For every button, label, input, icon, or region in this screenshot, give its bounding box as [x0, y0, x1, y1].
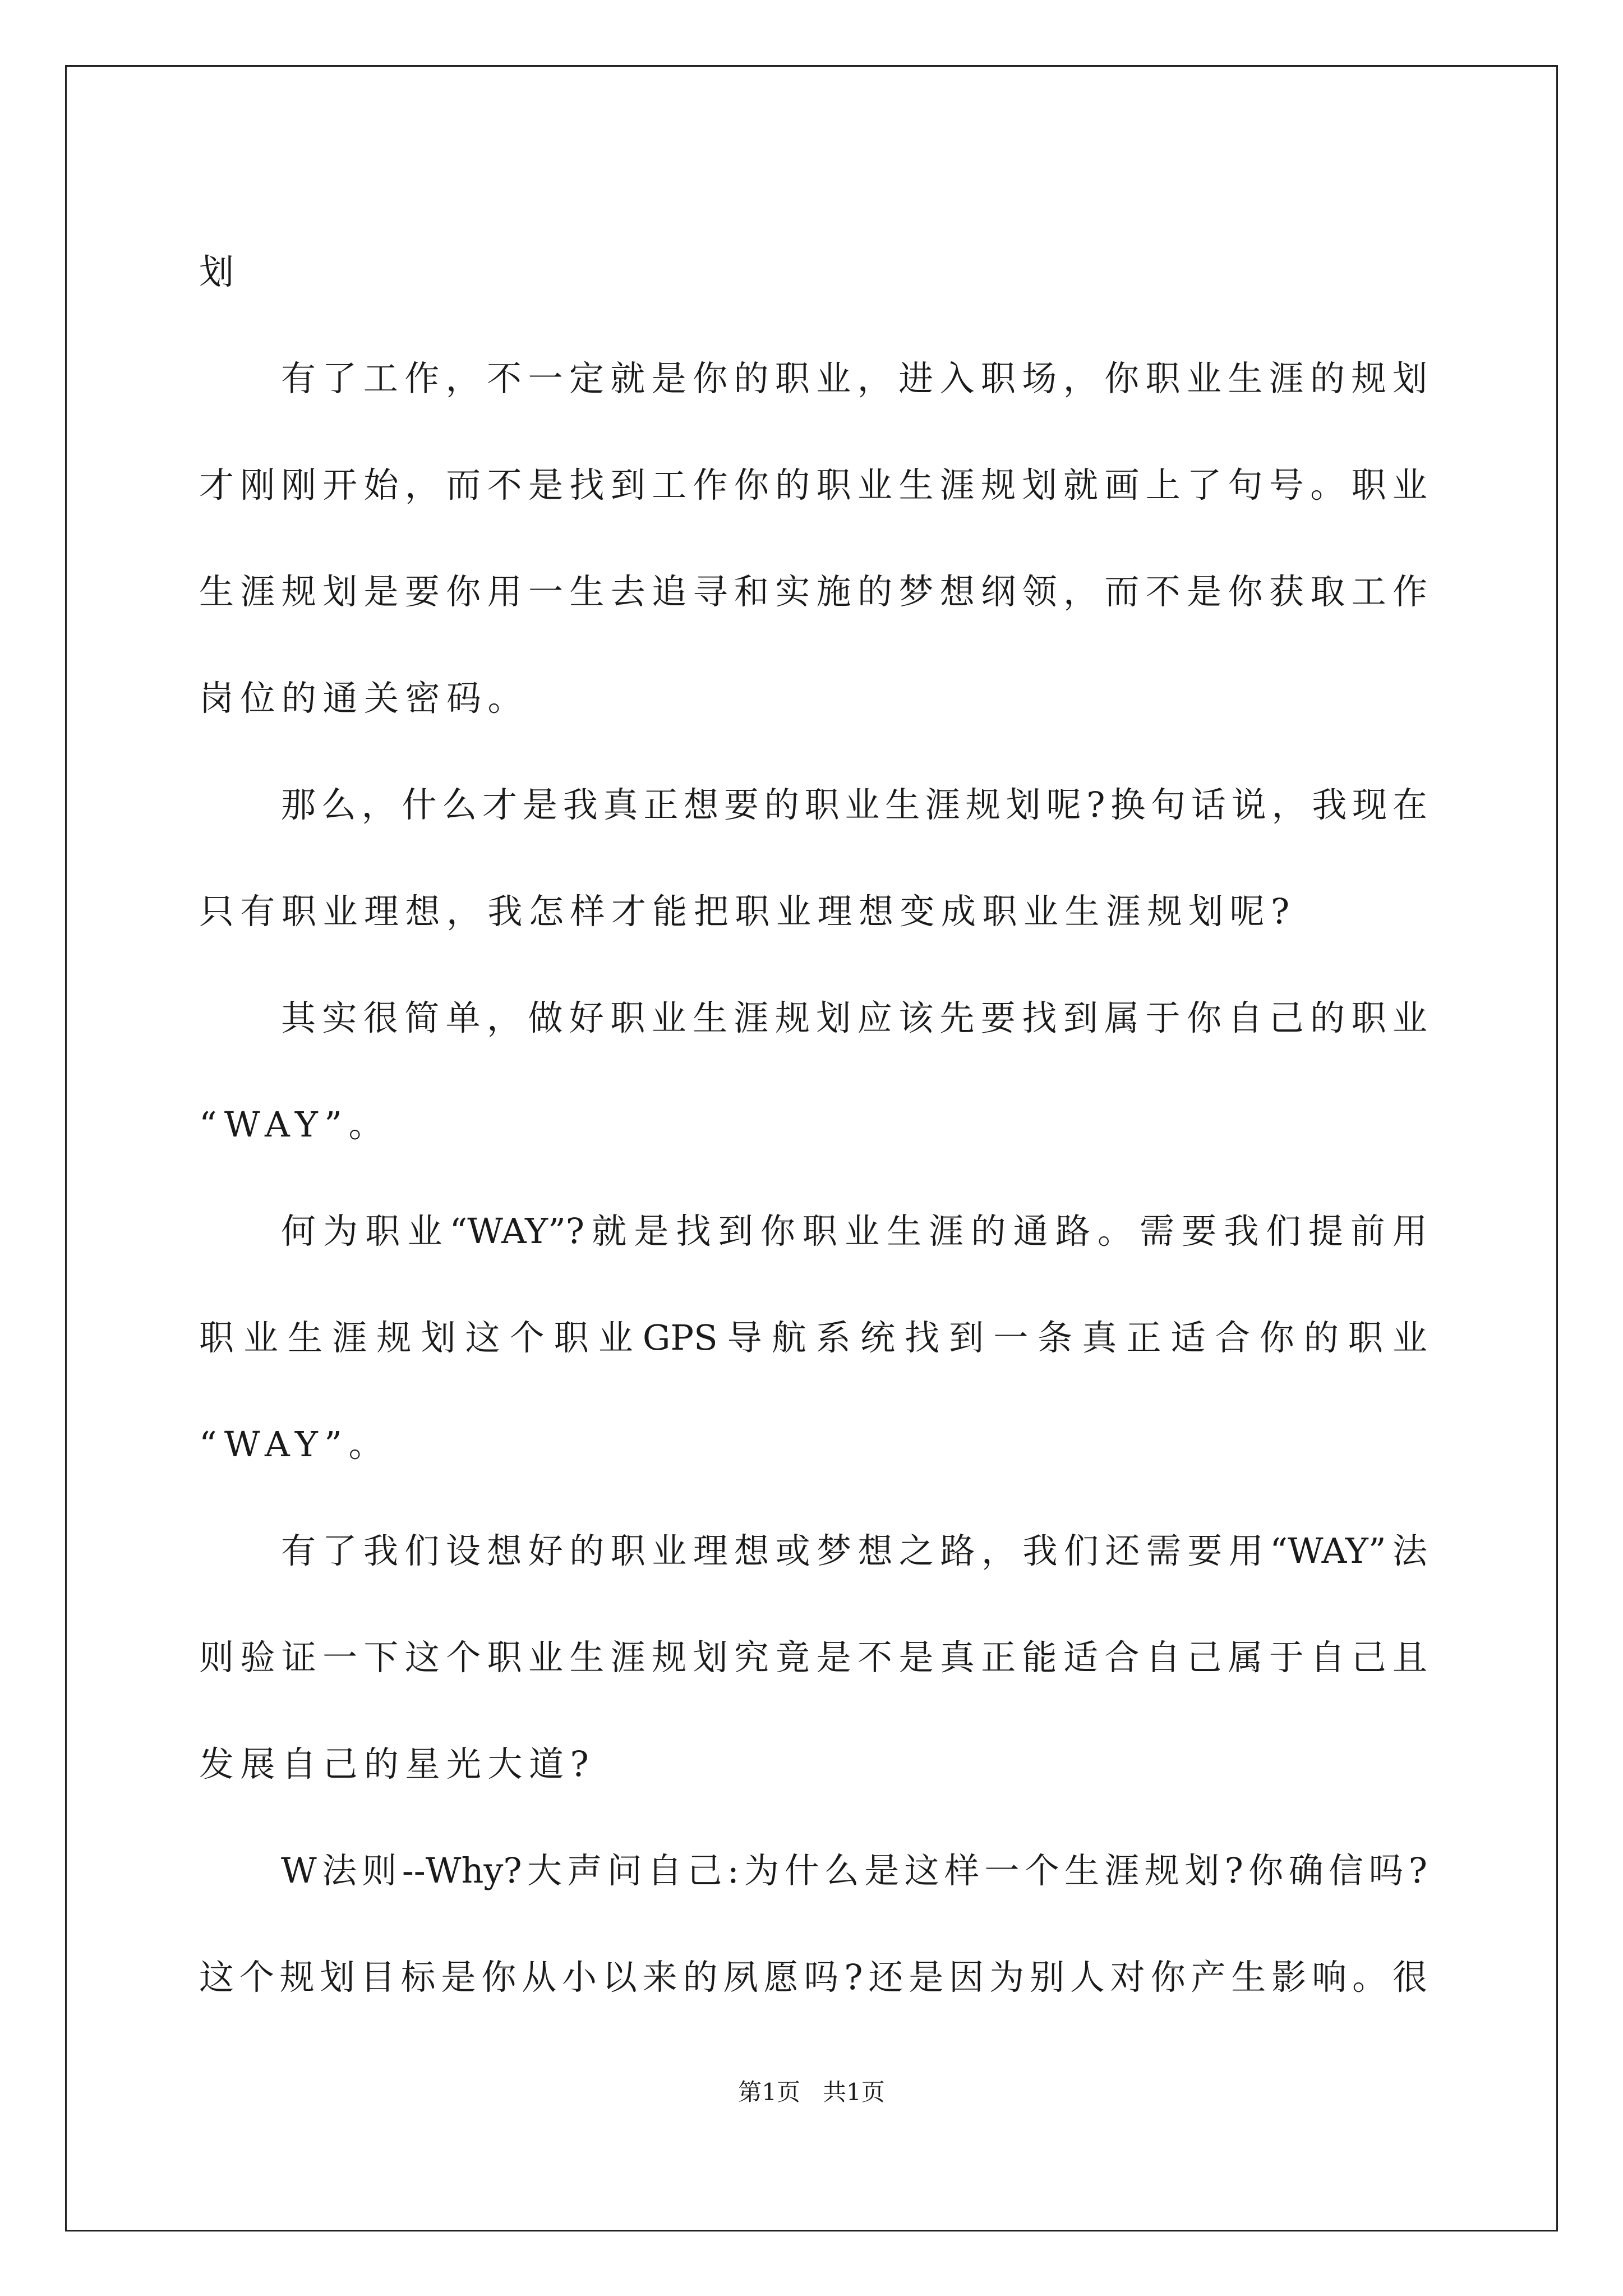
text-line-2: 有了工作，不一定就是你的职业，进入职场，你职业生涯的规划 — [281, 358, 1427, 399]
text-line-11: 职业生涯规划这个职业GPS导航系统找到一条真正适合你的职业 — [199, 1317, 1427, 1358]
text-line-9: “WAY”。 — [199, 1104, 390, 1145]
text-line-1: 划 — [199, 251, 241, 292]
text-line-17: 这个规划目标是你从小以来的夙愿吗?还是因为别人对你产生影响。很 — [199, 1957, 1427, 1998]
text-line-5: 岗位的通关密码。 — [199, 678, 529, 719]
text-line-3: 才刚刚开始，而不是找到工作你的职业生涯规划就画上了句号。职业 — [199, 464, 1427, 505]
text-line-16: W法则--Why?大声问自己:为什么是这样一个生涯规划?你确信吗? — [281, 1850, 1427, 1891]
text-line-14: 则验证一下这个职业生涯规划究竟是不是真正能适合自己属于自己且 — [199, 1637, 1427, 1678]
text-line-7: 只有职业理想，我怎样才能把职业理想变成职业生涯规划呢? — [199, 891, 1296, 932]
text-line-4: 生涯规划是要你用一生去追寻和实施的梦想纲领，而不是你获取工作 — [199, 571, 1427, 612]
text-line-8: 其实很简单，做好职业生涯规划应该先要找到属于你自己的职业 — [281, 997, 1427, 1038]
text-line-6: 那么，什么才是我真正想要的职业生涯规划呢?换句话说，我现在 — [281, 784, 1427, 825]
document-body — [199, 219, 1427, 2031]
text-line-13: 有了我们设想好的职业理想或梦想之路，我们还需要用“WAY”法 — [281, 1530, 1427, 1571]
text-line-12: “WAY”。 — [199, 1424, 390, 1465]
text-line-10: 何为职业“WAY”?就是找到你职业生涯的通路。需要我们提前用 — [281, 1211, 1427, 1251]
text-line-15: 发展自己的星光大道? — [199, 1743, 596, 1784]
page-footer: 第1页 共1页 — [738, 2078, 885, 2106]
